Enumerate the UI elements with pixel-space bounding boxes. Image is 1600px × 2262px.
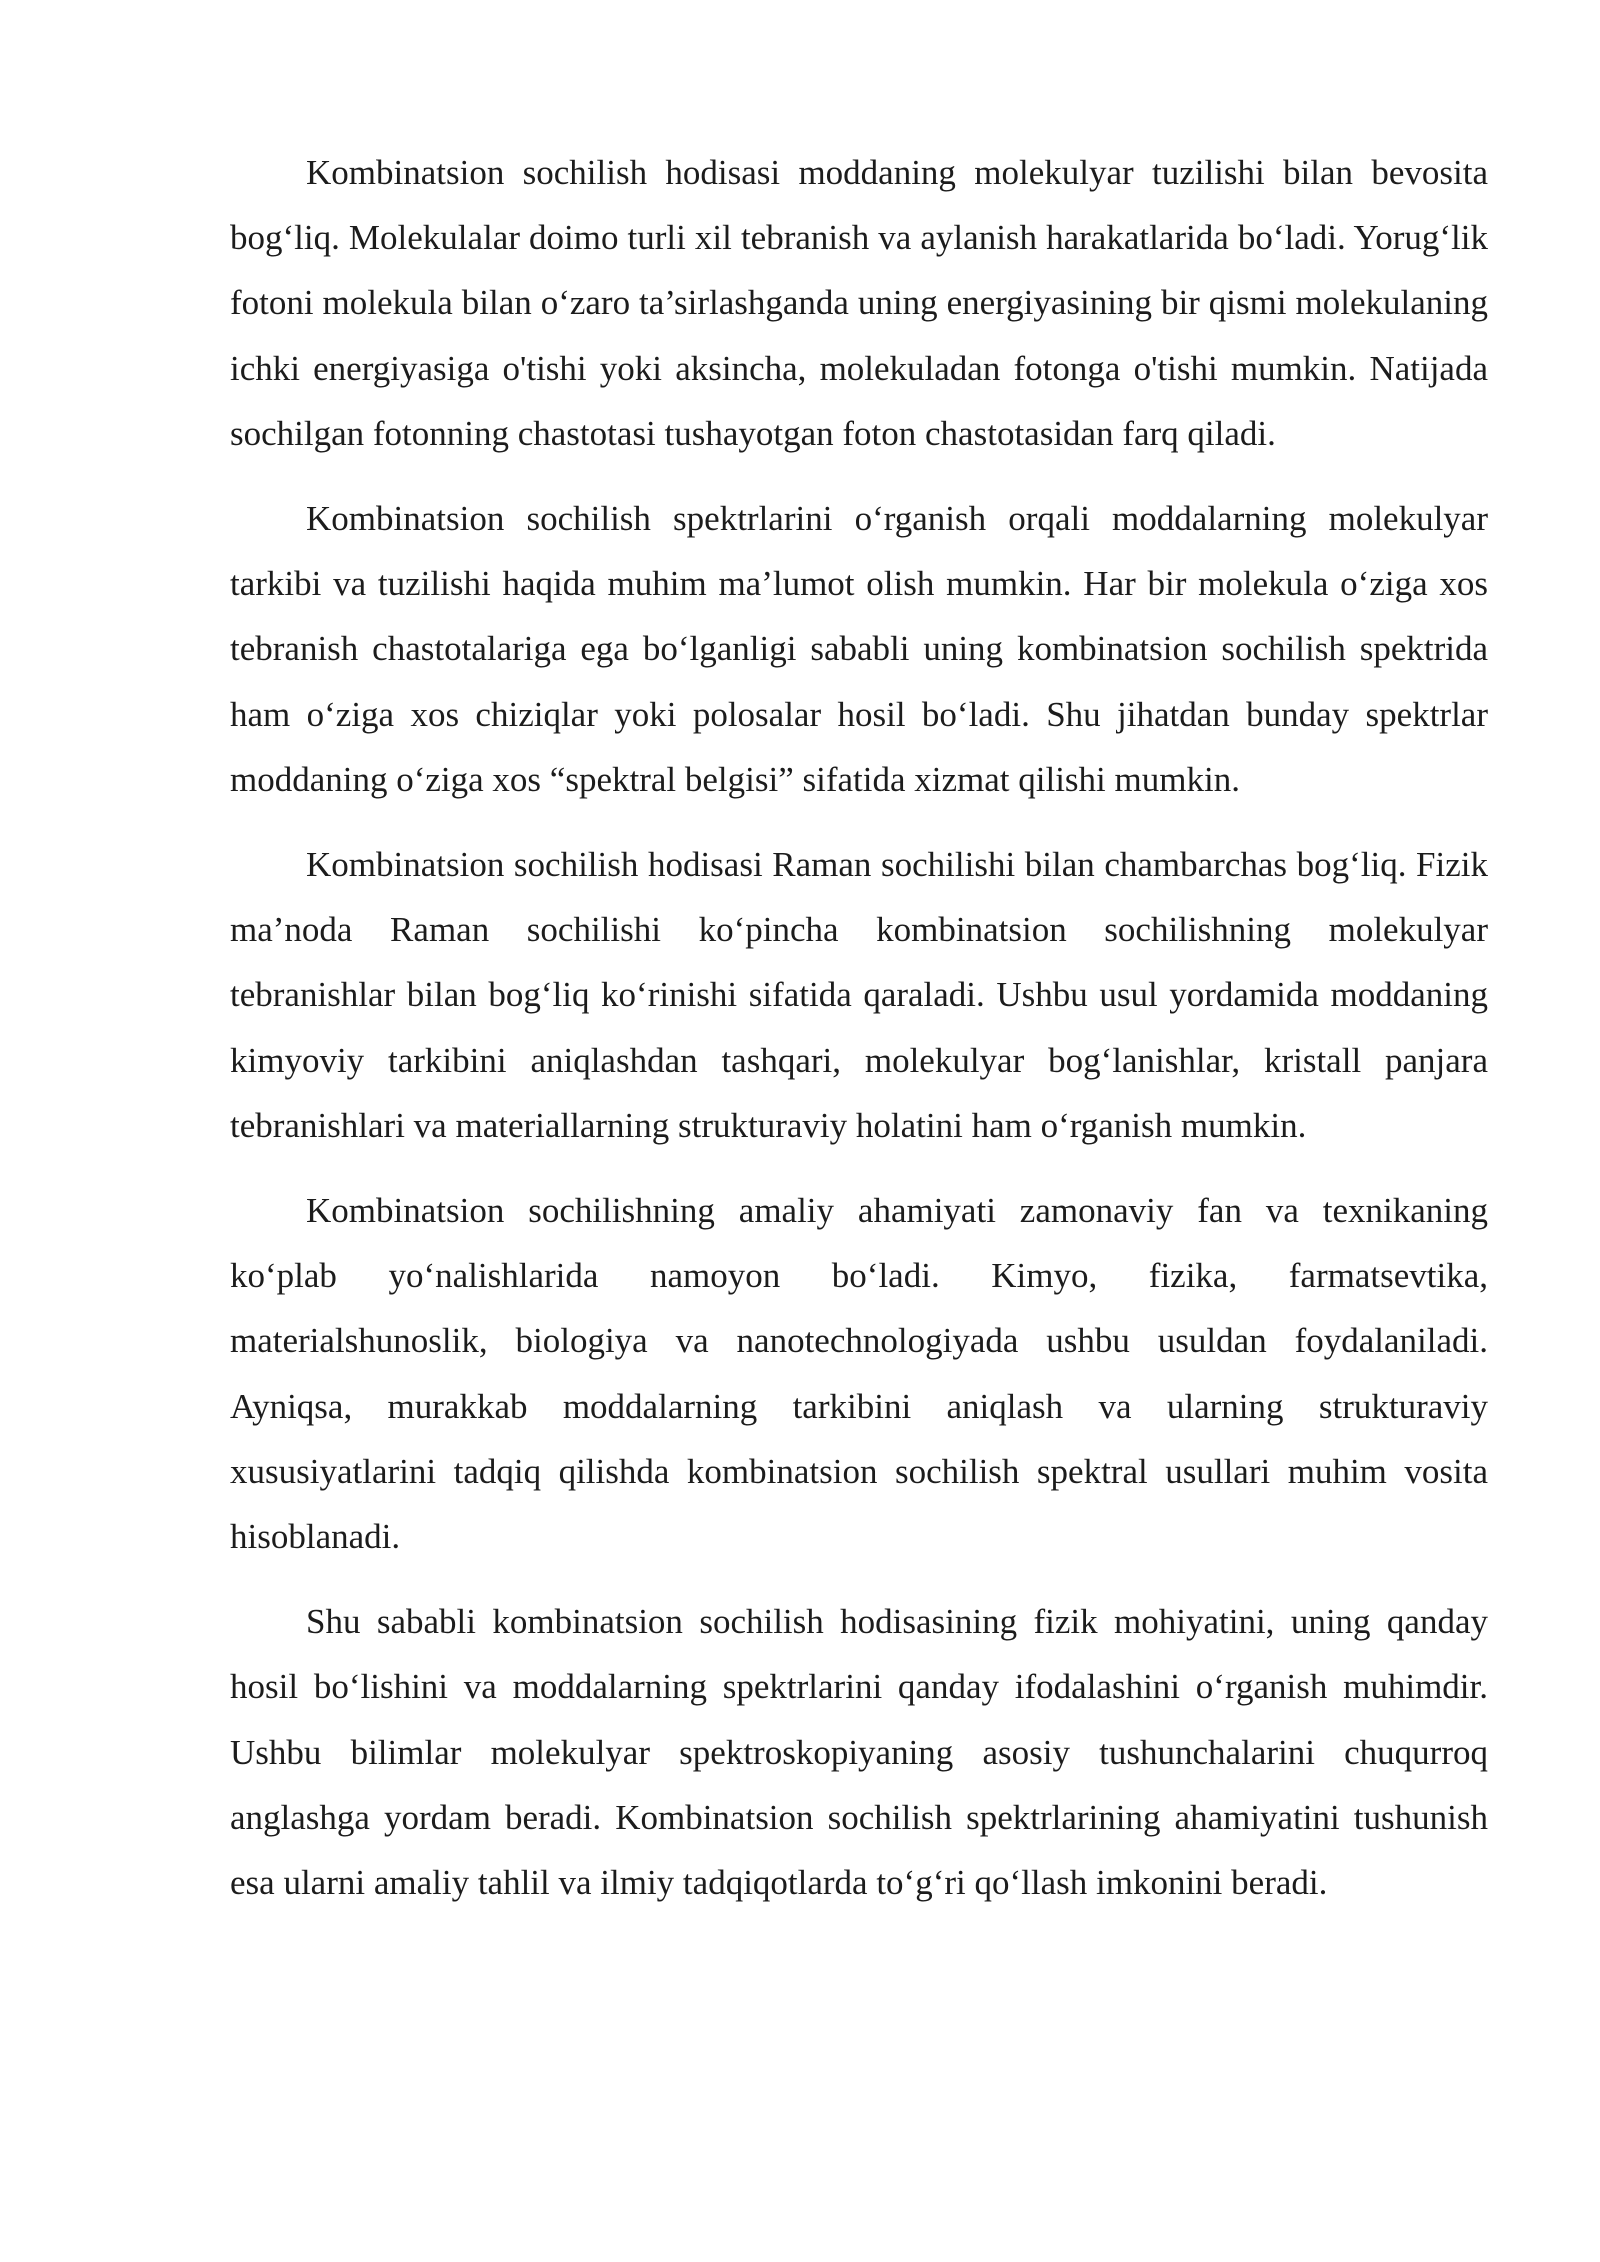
paragraph-4: Kombinatsion sochilishning amaliy ahamiyati zamonaviy fan va texnikaning ko‘plab yo‘nalishlarida namoyon bo‘ladi. Kimyo, fizika, farmatsevtika, materialshunoslik, biologiya va nanotechnologiyada ushbu usuldan foydalaniladi. Ayniqsa, murakkab moddalarning tarkibini aniqlash va ularning strukturaviy xususiyatlarini tadqiq qilishda kombinatsion sochilish spektral usullari muhim vosita hisoblanadi. bbox=[230, 1191, 1488, 1557]
body-text bbox=[230, 140, 1488, 1935]
paragraph-3: Kombinatsion sochilish hodisasi Raman sochilishi bilan chambarchas bog‘liq. Fizik ma’noda Raman sochilishi ko‘pincha kombinatsion sochilishning molekulyar tebranishlar bilan bog‘liq ko‘rinishi sifatida qaraladi. Ushbu usul yordamida moddaning kimyoviy tarkibini aniqlashdan tashqari, molekulyar bog‘lanishlar, kristall panjara tebranishlari va materiallarning strukturaviy holatini ham o‘rganish mumkin. bbox=[230, 845, 1488, 1145]
paragraph-2: Kombinatsion sochilish spektrlarini o‘rganish orqali moddalarning molekulyar tarkibi va tuzilishi haqida muhim ma’lumot olish mumkin. Har bir molekula o‘ziga xos tebranish chastotalariga ega bo‘lganligi sababli uning kombinatsion sochilish spektrida ham o‘ziga xos chiziqlar yoki polosalar hosil bo‘ladi. Shu jihatdan bunday spektrlar moddaning o‘ziga xos “spektral belgisi” sifatida xizmat qilishi mumkin. bbox=[230, 499, 1488, 799]
paragraph-1: Kombinatsion sochilish hodisasi moddaning molekulyar tuzilishi bilan bevosita bog‘liq. Molekulalar doimo turli xil tebranish va aylanish harakatlarida bo‘ladi. Yorug‘lik fotoni molekula bilan o‘zaro ta’sirlashganda uning energiyasining bir qismi molekulaning ichki energiyasiga o'tishi yoki aksincha, molekuladan fotonga o'tishi mumkin. Natijada sochilgan fotonning chastotasi tushayotgan foton chastotasidan farq qiladi. bbox=[230, 153, 1488, 453]
paragraph-5: Shu sababli kombinatsion sochilish hodisasining fizik mohiyatini, uning qanday hosil bo‘lishini va moddalarning spektrlarini qanday ifodalashini o‘rganish muhimdir. Ushbu bilimlar molekulyar spektroskopiyaning asosiy tushunchalarini chuqurroq anglashga yordam beradi. Kombinatsion sochilish spektrlarining ahamiyatini tushunish esa ularni amaliy tahlil va ilmiy tadqiqotlarda to‘g‘ri qo‘llash imkonini beradi. bbox=[230, 1602, 1488, 1903]
